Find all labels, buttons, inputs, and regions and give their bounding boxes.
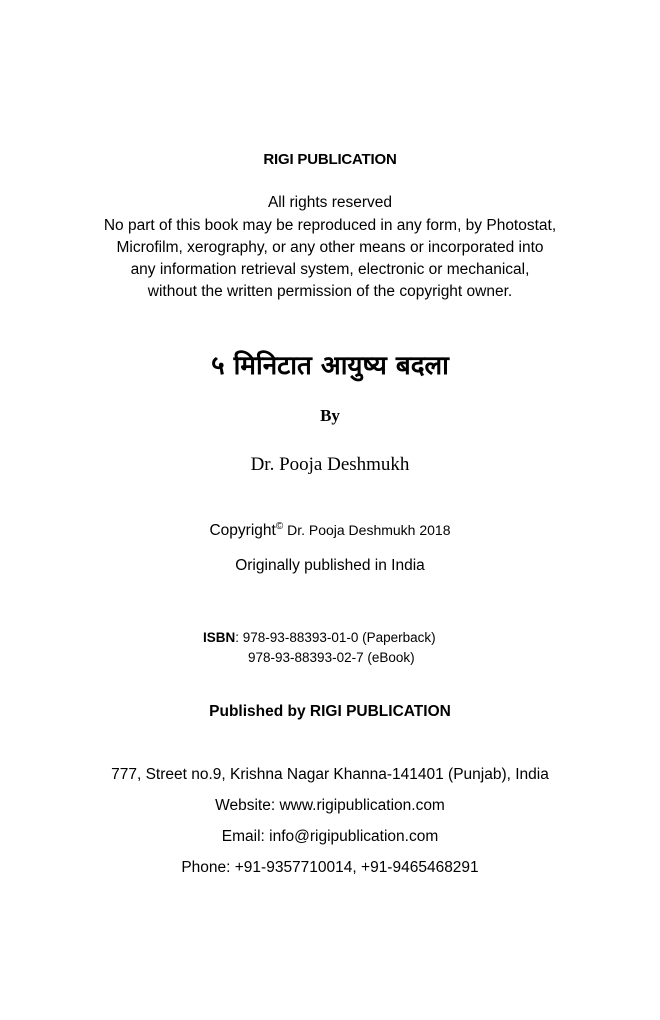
- rights-notice-line: Microfilm, xerography, or any other means or incorporated into: [116, 239, 544, 256]
- rights-notice-line: No part of this book may be reproduced in any form, by Photostat,: [103, 217, 557, 234]
- origin-statement: Originally published in India: [235, 557, 425, 574]
- copyright-line: [0, 521, 660, 540]
- rights-notice: [0, 215, 660, 303]
- publisher-heading: RIGI PUBLICATION: [263, 151, 397, 168]
- isbn-paperback-row: [203, 628, 436, 648]
- rights-notice-line: without the written permission of the copyright owner.: [147, 283, 513, 300]
- book-title: ५ मिनिटात आयुष्य बदला: [211, 351, 449, 381]
- author-name: Dr. Pooja Deshmukh: [250, 454, 410, 475]
- isbn-block: [203, 628, 436, 668]
- publisher-website: Website: www.rigipublication.com: [215, 797, 445, 814]
- publisher-address: 777, Street no.9, Krishna Nagar Khanna-141401 (Punjab), India: [111, 766, 549, 783]
- by-label: By: [320, 406, 340, 425]
- isbn-separator: :: [235, 630, 240, 645]
- isbn-ebook: 978-93-88393-02-7 (eBook): [248, 650, 415, 665]
- rights-notice-line: any information retrieval system, electronic or mechanical,: [130, 261, 530, 278]
- isbn-label: ISBN: [203, 630, 236, 645]
- rights-reserved: All rights reserved: [267, 194, 393, 211]
- publisher-phone: Phone: +91-9357710014, +91-9465468291: [181, 859, 479, 876]
- isbn-paperback: 978-93-88393-01-0 (Paperback): [239, 630, 436, 645]
- copyright-symbol: ©: [275, 521, 284, 532]
- copyright-label: Copyright: [209, 522, 276, 540]
- publisher-email: Email: info@rigipublication.com: [221, 828, 439, 845]
- published-by: Published by RIGI PUBLICATION: [209, 703, 451, 720]
- copyright-holder: Dr. Pooja Deshmukh 2018: [283, 522, 451, 539]
